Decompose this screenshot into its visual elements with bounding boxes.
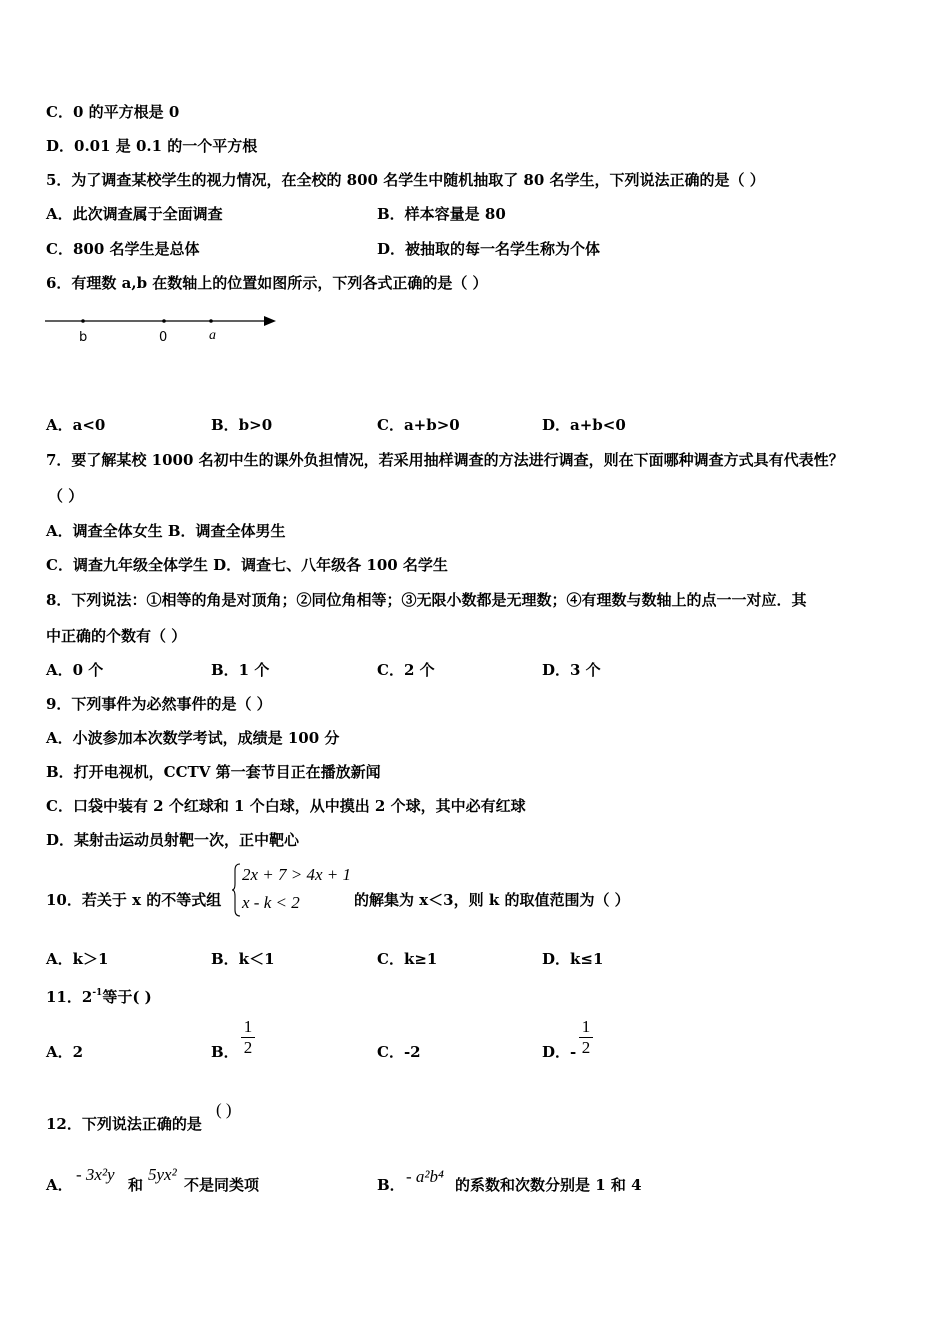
q5-option-c: C．800 名学生是总体 — [46, 240, 200, 258]
number-line-figure — [40, 308, 285, 348]
q12-and: 和 — [128, 1176, 144, 1194]
question-11 — [46, 983, 152, 1007]
question-11-suffix: 等于( ) — [102, 988, 152, 1006]
fraction-denominator: 2 — [581, 1038, 591, 1057]
question-12-paren: ( ) — [216, 1100, 232, 1119]
q11-option-c: C．-2 — [377, 1043, 421, 1061]
q11-option-d: D．- — [542, 1043, 577, 1061]
number-line-arrow — [264, 316, 276, 326]
q11-fraction-d — [579, 1018, 593, 1057]
q12-option-a-text: 不是同类项 — [184, 1176, 260, 1194]
question-8: 8．下列说法：①相等的角是对顶角；②同位角相等；③无限小数都是无理数；④有理数与数轴上的点一一对应．其 — [46, 591, 807, 609]
q12-option-a: A． — [46, 1176, 73, 1194]
q11-option-a: A．2 — [46, 1043, 84, 1061]
q9-option-b: B．打开电视机，CCTV 第一套节目正在播放新闻 — [46, 763, 381, 781]
q6-option-c: C．a+b>0 — [377, 416, 460, 434]
q10-option-c: C．k≥1 — [377, 950, 438, 968]
option-c-q4: C．0 的平方根是 0 — [46, 103, 180, 121]
q5-option-d: D．被抽取的每一名学生称为个体 — [377, 240, 601, 258]
q7-paren: （ ） — [48, 487, 84, 505]
q9-option-c: C．口袋中装有 2 个红球和 1 个白球，从中摸出 2 个球，其中必有红球 — [46, 797, 526, 815]
q10-option-d: D．k≤1 — [542, 950, 604, 968]
question-7: 7．要了解某校 1000 名初中生的课外负担情况，若采用抽样调查的方法进行调查，则在下面哪种调查方式具有代表性？ — [46, 451, 844, 469]
point-b — [81, 319, 85, 323]
q8-option-d: D．3 个 — [542, 661, 601, 679]
inequality-1: 2x + 7 > 4x + 1 — [242, 865, 352, 884]
point-a — [209, 319, 213, 323]
q11-option-b: B． — [211, 1043, 239, 1061]
q8-option-b: B．1 个 — [211, 661, 270, 679]
question-8-cont: 中正确的个数有（ ） — [46, 627, 187, 645]
q6-option-b: B．b>0 — [211, 416, 273, 434]
question-10-suffix: 的解集为 x＜3，则 k 的取值范围为（ ） — [354, 891, 630, 909]
question-9: 9．下列事件为必然事件的是（ ） — [46, 695, 272, 713]
label-zero: 0 — [159, 330, 168, 345]
brace-icon — [232, 862, 242, 918]
q6-option-d: D．a+b<0 — [542, 416, 626, 434]
question-12: 12．下列说法正确的是 — [46, 1115, 202, 1133]
question-11-base: 11．2 — [46, 988, 93, 1006]
inequality-2: x - k < 2 — [242, 893, 300, 912]
q6-option-a: A．a<0 — [46, 416, 106, 434]
label-b: b — [79, 330, 88, 345]
q8-option-c: C．2 个 — [377, 661, 435, 679]
inequality-system — [232, 862, 352, 918]
question-6: 6．有理数 a,b 在数轴上的位置如图所示，下列各式正确的是（ ） — [46, 274, 488, 292]
q9-option-a: A．小波参加本次数学考试，成绩是 100 分 — [46, 729, 340, 747]
q9-option-d: D．某射击运动员射靶一次，正中靶心 — [46, 831, 300, 849]
question-10-prefix: 10．若关于 x 的不等式组 — [46, 891, 222, 909]
q11-fraction-b — [241, 1018, 255, 1057]
q12-option-b: B． — [377, 1176, 405, 1194]
question-5: 5．为了调查某校学生的视力情况，在全校的 800 名学生中随机抽取了 80 名学生，下列说法正确的是（ ） — [46, 171, 765, 189]
fraction-numerator: 1 — [581, 1017, 591, 1036]
q12-term-1: - 3x²y — [76, 1165, 115, 1184]
q12-term-3: - a²b⁴ — [406, 1167, 444, 1186]
question-11-exponent: -1 — [92, 988, 103, 998]
q12-option-b-text: 的系数和次数分别是 1 和 4 — [455, 1176, 642, 1194]
point-zero — [162, 319, 166, 323]
q8-option-a: A．0 个 — [46, 661, 104, 679]
q7-options-cd: C．调查九年级全体学生 D．调查七、八年级各 100 名学生 — [46, 556, 448, 574]
fraction-numerator: 1 — [243, 1017, 253, 1036]
label-a: a — [209, 328, 216, 343]
q10-option-a: A．k＞1 — [46, 950, 109, 968]
q12-term-2: 5yx² — [148, 1165, 177, 1184]
q10-option-b: B．k＜1 — [211, 950, 275, 968]
option-d-q4: D．0.01 是 0.1 的一个平方根 — [46, 137, 258, 155]
fraction-denominator: 2 — [243, 1038, 253, 1057]
q5-option-b: B．样本容量是 80 — [377, 205, 506, 223]
q5-option-a: A．此次调查属于全面调查 — [46, 205, 223, 223]
q7-options-ab: A．调查全体女生 B．调查全体男生 — [46, 522, 286, 540]
